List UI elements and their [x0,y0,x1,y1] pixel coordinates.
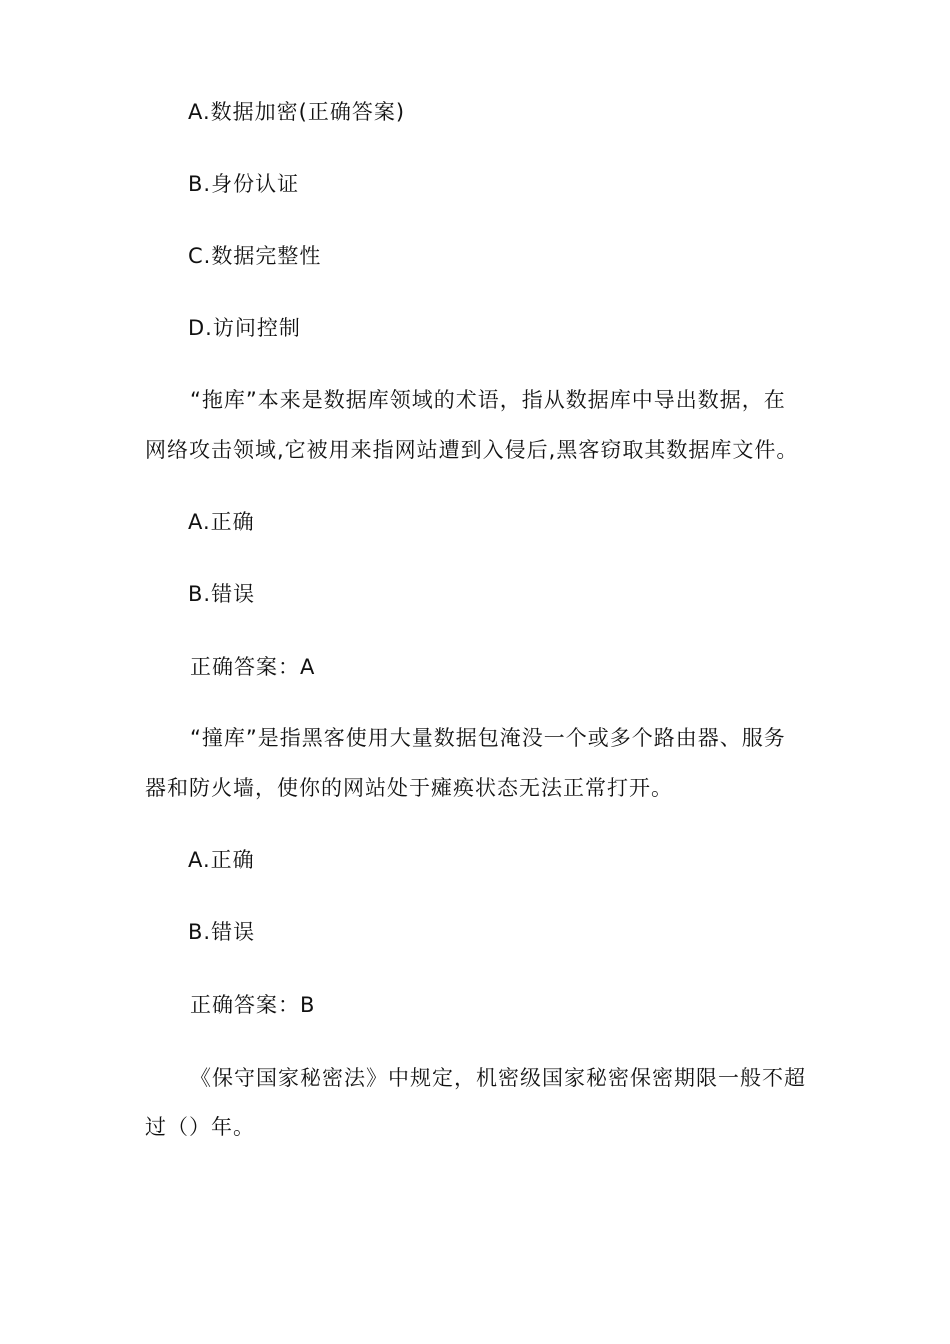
question-text-line-2: 网络攻击领域,它被用来指网站遭到入侵后,黑客窃取其数据库文件。 [145,438,799,462]
option-a: A.数据加密(正确答案) [188,100,406,124]
option-c: C.数据完整性 [188,244,322,268]
correct-answer: 正确答案：A [190,655,316,679]
option-b: B.身份认证 [188,172,300,196]
option-a: A.正确 [188,510,255,534]
correct-answer: 正确答案：B [190,993,316,1017]
option-b: B.错误 [188,920,256,944]
option-b: B.错误 [188,582,256,606]
question-text-line-1: “拖库”本来是数据库领域的术语，指从数据库中导出数据，在 [190,388,786,412]
question-text-line-1: “撞库”是指黑客使用大量数据包淹没一个或多个路由器、服务 [190,726,786,750]
option-a: A.正确 [188,848,255,872]
question-text-line-1: 《保守国家秘密法》中规定，机密级国家秘密保密期限一般不超 [190,1066,806,1090]
option-d: D.访问控制 [188,316,301,340]
question-text-line-2: 过（）年。 [145,1115,255,1139]
question-text-line-2: 器和防火墙，使你的网站处于瘫痪状态无法正常打开。 [145,776,673,800]
